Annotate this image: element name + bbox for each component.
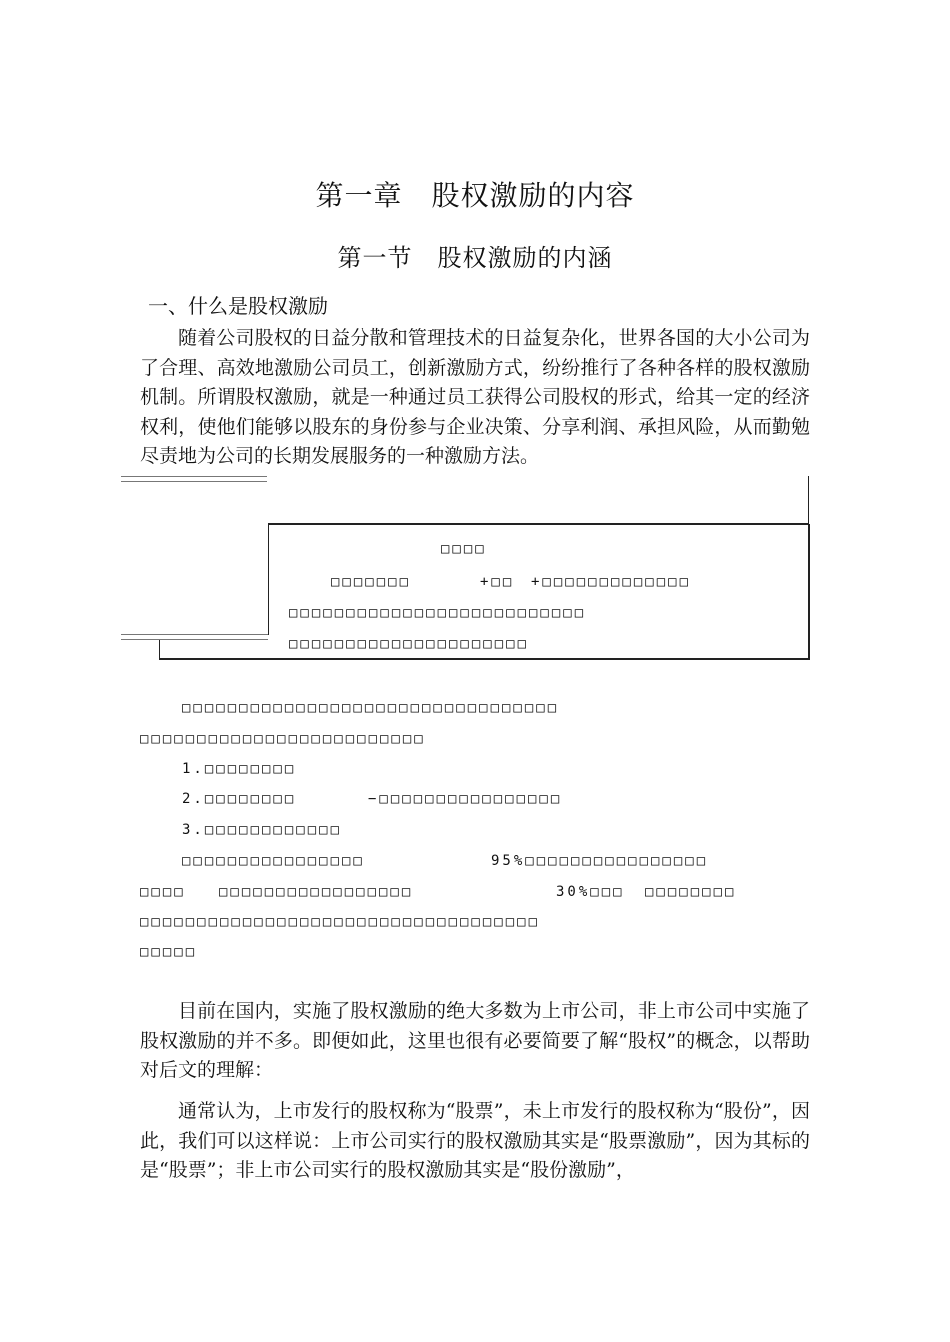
garbled-line-6: □□□□□ <box>140 944 198 960</box>
garbled-line-4a: □□□□ <box>140 884 186 900</box>
intro-paragraph: 随着公司股权的日益分散和管理技术的日益复杂化，世界各国的大小公司为了合理、高效地激励公司员工，创新激励方式，纷纷推行了各种各样的股权激励机制。所谓股权激励，就是一种通过员工获得公司股权的形式，给其一定的经济权利，使他们能够以股东的身份参与企业决策、分享利润、承担风险，从而勤勉尽责地为公司的长期发展服务的一种激励方法。 <box>140 327 810 467</box>
chapter-title: 第一章 股权激励的内容 <box>315 179 635 212</box>
garbled-line-5: □□□□□□□□□□□□□□□□□□□□□□□□□□□□□□□□□□□ <box>140 914 541 930</box>
frame-line-3: □□□□□□□□□□□□□□□□□□□□□ <box>289 636 530 652</box>
garbled-line-4d: □□□□□□□□ <box>645 884 737 900</box>
frame-edge-right-upper <box>808 476 809 524</box>
garbled-item-3: 3.□□□□□□□□□□□□ <box>182 822 343 838</box>
frame-line-2: □□□□□□□□□□□□□□□□□□□□□□□□□□ <box>289 605 587 621</box>
frame-top <box>268 523 809 525</box>
frame-rule-bottom <box>121 634 268 640</box>
garbled-line-1: □□□□□□□□□□□□□□□□□□□□□□□□□□□□□□□□□ <box>182 700 560 716</box>
frame-rule-top <box>121 476 267 482</box>
garbled-item-1: 1.□□□□□□□□ <box>182 761 297 777</box>
frame-line-1c: +□□□□□□□□□□□□□ <box>531 574 692 590</box>
frame-left-outer <box>159 640 160 660</box>
frame-heading: □□□□ <box>441 541 487 557</box>
definition-paragraph: 通常认为，上市发行的股权称为“股票”，未上市发行的股权称为“股份”，因此，我们可以这样说：上市公司实行的股权激励其实是“股票激励”，因为其标的是“股票”；非上市公司实行的股权激励其实是“股份激励”， <box>140 1100 810 1181</box>
garbled-item-2b: −□□□□□□□□□□□□□□□□ <box>368 791 563 807</box>
frame-right <box>808 524 810 660</box>
garbled-line-4c: 30%□□□ <box>556 884 625 900</box>
garbled-line-3b: 95%□□□□□□□□□□□□□□□□ <box>491 853 709 869</box>
garbled-item-2a: 2.□□□□□□□□ <box>182 791 297 807</box>
garbled-line-3a: □□□□□□□□□□□□□□□□ <box>182 853 365 869</box>
frame-line-1a: □□□□□□□ <box>331 574 412 590</box>
section-title: 第一节 股权激励的内涵 <box>337 244 613 272</box>
garbled-line-4b: □□□□□□□□□□□□□□□□□ <box>219 884 414 900</box>
domestic-paragraph: 目前在国内，实施了股权激励的绝大多数为上市公司，非上市公司中实施了股权激励的并不多。即便如此，这里也很有必要简要了解“股权”的概念，以帮助对后文的理解： <box>140 1000 810 1081</box>
garbled-line-2: □□□□□□□□□□□□□□□□□□□□□□□□□ <box>140 731 426 747</box>
subsection-title: 一、什么是股权激励 <box>148 294 328 318</box>
frame-left-inner <box>268 523 269 635</box>
frame-bottom <box>159 658 810 660</box>
frame-line-1b: +□□ <box>480 574 515 590</box>
